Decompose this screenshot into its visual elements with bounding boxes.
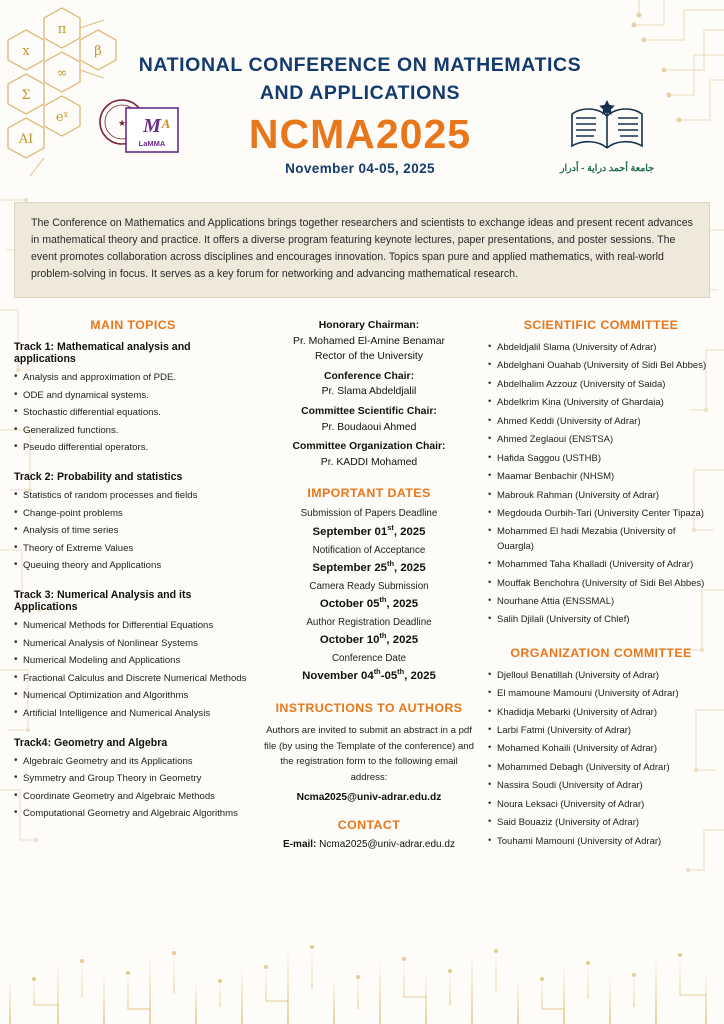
list-item: • Pseudo differential operators. bbox=[14, 441, 252, 455]
list-item: • Numerical Methods for Differential Equations bbox=[14, 619, 252, 633]
important-date-5 bbox=[264, 652, 474, 685]
svg-text:π: π bbox=[57, 22, 67, 37]
list-item: • Mohammed Taha Khalladi (University of Adrar) bbox=[488, 558, 714, 572]
list-item: • Artificial Intelligence and Numerical Analysis bbox=[14, 707, 252, 721]
conference-chair-role: Conference Chair: bbox=[323, 370, 415, 382]
abstract-text: The Conference on Mathematics and Applications brings together researchers and scientists to exchange ideas and present recent advances in mathematical theory and practice. It offers a diverse program featuring keynote lectures, paper presentations, and poster sessions. The event promotes collaboration across disciplines and encourages innovation. Topics span pure and applied mathematics, with real-world problem-solving in focus. It serves as a key forum for networking and advancing mathematical research. bbox=[14, 202, 710, 298]
scientific-chair bbox=[264, 404, 474, 435]
svg-text:β: β bbox=[94, 44, 102, 59]
main-content bbox=[0, 318, 724, 853]
list-item: • Mohammed El hadi Mezabia (University of Ouargla) bbox=[488, 525, 714, 554]
date-value-main: October 10 bbox=[319, 633, 380, 646]
date-value-sup: th bbox=[379, 594, 387, 604]
important-date-4 bbox=[264, 616, 474, 649]
honorary-chairman bbox=[264, 318, 474, 365]
date-label: Author Registration Deadline bbox=[306, 616, 432, 628]
list-item: • Statistics of random processes and fields bbox=[14, 489, 252, 503]
list-item: • Generalized functions. bbox=[14, 424, 252, 438]
list-item: • Numerical Optimization and Algorithms bbox=[14, 689, 252, 703]
column-main-topics bbox=[0, 318, 258, 853]
svg-text:★: ★ bbox=[117, 119, 127, 129]
column-center bbox=[258, 318, 480, 853]
list-item: • Coordinate Geometry and Algebraic Methods bbox=[14, 790, 252, 804]
svg-text:ex: $e^x$ bbox=[55, 110, 69, 125]
date-value-main: September 25 bbox=[312, 561, 388, 574]
list-item: • Salih Djilali (University of Chlef) bbox=[488, 613, 714, 627]
date-value-sup2: th bbox=[397, 667, 405, 677]
date-value-sup: th bbox=[387, 558, 395, 568]
honorary-chairman-role: Honorary Chairman: bbox=[318, 320, 420, 331]
list-item: • Said Bouaziz (University of Adrar) bbox=[488, 816, 714, 830]
date-value-tail: , 2025 bbox=[386, 633, 419, 646]
track-3 bbox=[14, 589, 252, 721]
svg-text:A: A bbox=[161, 116, 171, 131]
important-date-3 bbox=[264, 580, 474, 613]
date-value-sup: st bbox=[387, 522, 394, 532]
svg-text:M: M bbox=[143, 115, 161, 137]
track-3-items bbox=[14, 619, 252, 721]
list-item: • Maamar Benbachir (NHSM) bbox=[488, 470, 714, 484]
svg-text:Σ: Σ bbox=[21, 88, 31, 103]
scientific-chair-name: Pr. Boudaoui Ahmed bbox=[321, 421, 417, 433]
svg-text:x: x bbox=[22, 44, 30, 59]
svg-text:AI: AI bbox=[18, 132, 34, 147]
organization-chair bbox=[264, 439, 474, 470]
date-value bbox=[264, 666, 474, 685]
list-item: • Abdeldjalil Slama (University of Adrar) bbox=[488, 341, 714, 355]
list-item: • Ahmed Keddi (University of Adrar) bbox=[488, 415, 714, 429]
instructions-heading: INSTRUCTIONS TO AUTHORS bbox=[275, 701, 463, 716]
date-value-tail: , 2025 bbox=[386, 597, 419, 610]
date-value-sup: th bbox=[373, 667, 381, 677]
conference-chair-name: Pr. Slama Abdeldjalil bbox=[321, 386, 417, 398]
date-value-main: November 04 bbox=[302, 669, 374, 682]
list-item: • ODE and dynamical systems. bbox=[14, 389, 252, 403]
university-name-arabic: جامعة أحمد دراية - أدرار bbox=[559, 163, 655, 174]
poster-header bbox=[0, 0, 724, 196]
list-item: • Djelloul Benatillah (University of Adrar) bbox=[488, 669, 714, 683]
list-item: • Computational Geometry and Algebraic Algorithms bbox=[14, 807, 252, 821]
list-item: • Abdelghani Ouahab (University of Sidi Bel Abbes) bbox=[488, 359, 714, 373]
honorary-chairman-extra: Rector of the University bbox=[315, 351, 423, 363]
list-item: • Ahmed Zeglaoui (ENSTSA) bbox=[488, 433, 714, 447]
page-title: NATIONAL CONFERENCE ON MATHEMATICS AND APPLICATIONS bbox=[138, 54, 582, 104]
contact-heading: CONTACT bbox=[337, 818, 401, 833]
conference-acronym: NCMA2025 bbox=[248, 111, 472, 158]
list-item: • Algebraic Geometry and its Applications bbox=[14, 755, 252, 769]
track-4-title: Track4: Geometry and Algebra bbox=[14, 736, 168, 749]
list-item: • Touhami Mamouni (University of Adrar) bbox=[488, 835, 714, 849]
date-label: Notification of Acceptance bbox=[312, 544, 426, 556]
date-value-tail: , 2025 bbox=[393, 525, 426, 538]
list-item: • Stochastic differential equations. bbox=[14, 406, 252, 420]
track-4-items bbox=[14, 755, 252, 822]
date-value bbox=[264, 558, 474, 577]
list-item: • El mamoune Mamouni (University of Adrar) bbox=[488, 687, 714, 701]
scientific-committee-heading: SCIENTIFIC COMMITTEE bbox=[523, 318, 679, 332]
list-item: • Mohamed Kohaili (University of Adrar) bbox=[488, 742, 714, 756]
lamma-label: LaMMA bbox=[138, 139, 166, 148]
list-item: • Mabrouk Rahman (University of Adrar) bbox=[488, 489, 714, 503]
university-logo-icon bbox=[552, 96, 662, 156]
track-2-title: Track 2: Probability and statistics bbox=[14, 471, 183, 483]
list-item: • Fractional Calculus and Discrete Numerical Methods bbox=[14, 672, 252, 686]
conference-chair bbox=[264, 369, 474, 400]
date-value bbox=[264, 630, 474, 649]
date-label: Camera Ready Submission bbox=[309, 580, 429, 592]
date-value-tail2: , 2025 bbox=[404, 669, 436, 682]
date-value-sup: th bbox=[379, 631, 387, 641]
track-3-title: Track 3: Numerical Analysis and its Applications bbox=[14, 589, 192, 613]
track-2-items bbox=[14, 489, 252, 573]
column-committees bbox=[480, 318, 724, 853]
list-item: • Megdouda Ourbih-Tari (University Center Tipaza) bbox=[488, 507, 714, 521]
svg-text:∞: ∞ bbox=[56, 66, 68, 81]
date-label: Submission of Papers Deadline bbox=[300, 508, 438, 520]
track-1-items bbox=[14, 371, 252, 455]
list-item: • Analysis and approximation of PDE. bbox=[14, 371, 252, 385]
instructions-text: Authors are invited to submit an abstract in a pdf file (by using the Template of the conference) and the registration form to the following email address: bbox=[264, 725, 474, 783]
date-value-main: September 01 bbox=[312, 525, 388, 538]
honorary-chairman-name: Pr. Mohamed El-Amine Benamar bbox=[293, 335, 445, 347]
conference-dates: November 04-05, 2025 bbox=[285, 161, 435, 177]
university-logo bbox=[552, 96, 662, 174]
date-value bbox=[264, 594, 474, 613]
important-dates-heading: IMPORTANT DATES bbox=[307, 486, 431, 501]
submission-email[interactable]: Ncma2025@univ-adrar.edu.dz bbox=[296, 792, 442, 804]
lamma-logo bbox=[96, 96, 188, 166]
date-label: Conference Date bbox=[331, 652, 407, 664]
important-date-1 bbox=[264, 507, 474, 540]
list-item: • Abdelhalim Azzouz (University of Saida) bbox=[488, 378, 714, 392]
title-block bbox=[117, 52, 600, 177]
list-item: • Change-point problems bbox=[14, 507, 252, 521]
list-item: • Numerical Modeling and Applications bbox=[14, 654, 252, 668]
list-item: • Queuing theory and Applications bbox=[14, 559, 252, 573]
date-value-tail: -05 bbox=[380, 669, 398, 682]
organization-chair-role: Committee Organization Chair: bbox=[292, 441, 446, 453]
date-value-main: October 05 bbox=[319, 597, 380, 610]
important-date-2 bbox=[264, 544, 474, 577]
list-item: • Mohammed Debagh (University of Adrar) bbox=[488, 761, 714, 775]
list-item: • Larbi Fatmi (University of Adrar) bbox=[488, 724, 714, 738]
list-item: • Numerical Analysis of Nonlinear Systems bbox=[14, 637, 252, 651]
main-topics-heading: MAIN TOPICS bbox=[90, 318, 176, 332]
list-item: • Hafida Saggou (USTHB) bbox=[488, 452, 714, 466]
date-value bbox=[264, 522, 474, 541]
track-1 bbox=[14, 341, 252, 455]
list-item: • Analysis of time series bbox=[14, 524, 252, 538]
track-2 bbox=[14, 471, 252, 573]
date-value-tail: , 2025 bbox=[394, 561, 426, 574]
track-1-title: Track 1: Mathematical analysis and applications bbox=[14, 341, 191, 365]
organization-committee-list bbox=[488, 669, 714, 849]
lamma-logo-icon bbox=[96, 96, 188, 166]
organization-committee-heading: ORGANIZATION COMMITTEE bbox=[510, 645, 692, 660]
list-item: • Khadidja Mebarki (University of Adrar) bbox=[488, 706, 714, 720]
contact-email[interactable]: Ncma2025@univ-adrar.edu.dz bbox=[319, 839, 455, 851]
list-item: • Abdelkrim Kina (University of Ghardaia) bbox=[488, 396, 714, 410]
track-4 bbox=[14, 737, 252, 822]
scientific-committee-list bbox=[488, 341, 714, 628]
list-item: • Mouffak Benchohra (University of Sidi Bel Abbes) bbox=[488, 577, 714, 591]
circuit-pattern-bottom bbox=[0, 909, 724, 1024]
contact-line bbox=[264, 839, 474, 850]
scientific-chair-role: Committee Scientific Chair: bbox=[301, 406, 437, 418]
list-item: • Theory of Extreme Values bbox=[14, 542, 252, 556]
list-item: • Nassira Soudi (University of Adrar) bbox=[488, 779, 714, 793]
list-item: • Nourhane Attia (ENSSMAL) bbox=[488, 595, 714, 609]
list-item: • Noura Leksaci (University of Adrar) bbox=[488, 798, 714, 812]
contact-label: E-mail: bbox=[283, 839, 317, 851]
list-item: • Symmetry and Group Theory in Geometry bbox=[14, 772, 252, 786]
organization-chair-name: Pr. KADDI Mohamed bbox=[320, 456, 418, 468]
